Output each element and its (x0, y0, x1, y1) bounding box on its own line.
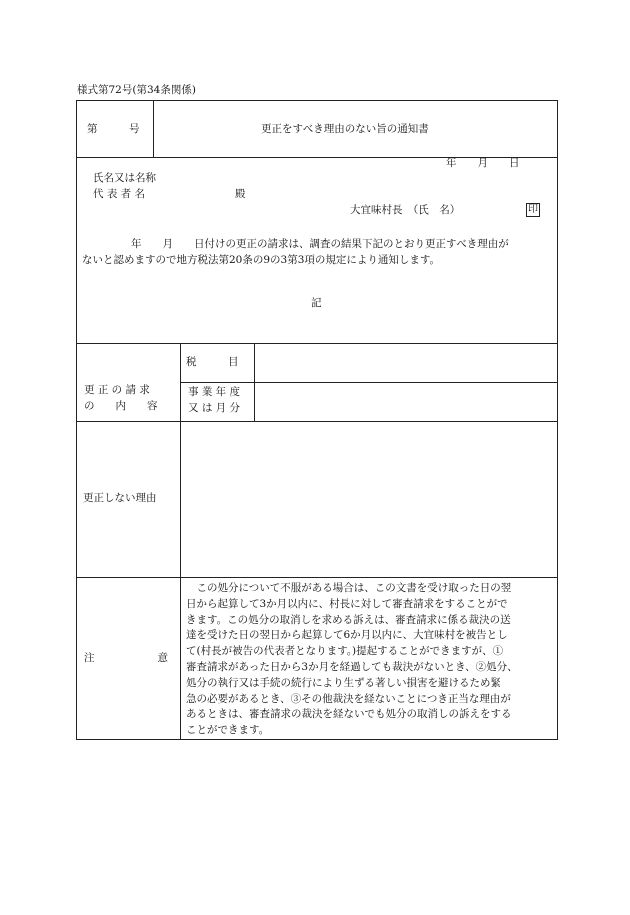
tax-item-label: 税 目 (186, 356, 239, 368)
request-inner-divider (180, 382, 558, 383)
reason-label: 更正しない理由 (83, 492, 157, 504)
caution-line: あるときは、審査請求の裁決を経ないでも処分の取消しの訴えをする (186, 708, 512, 721)
caution-line: 急の必要があるとき、③その他裁決を経ないことにつき正当な理由が (186, 692, 511, 705)
request-label-divider (180, 343, 181, 740)
issuer-name: 大宜味村長 （氏 名） (350, 204, 461, 216)
caution-line: 達を受けた日の翌日から起算して6か月以内に、大宜味村を被告とし (186, 629, 508, 642)
period-label-line-1: 事 業 年 度 (188, 386, 241, 398)
caution-text (186, 581, 518, 739)
honorific: 殿 (235, 188, 246, 200)
notice-body-line-1: 年 月 日付けの更正の請求は、調査の結果下記のとおり更正すべき理由が (131, 238, 509, 250)
caution-line: きます。この処分の取消しを求める訴えは、審査請求に係る裁決の送 (186, 613, 511, 626)
caution-label: 注 意 (84, 652, 168, 664)
request-section-top (76, 343, 558, 344)
document-number-label: 第 号 (87, 123, 140, 135)
caution-line: この処分について不服がある場合は、この文書を受け取った日の翌 (186, 582, 512, 594)
caution-line: 日から起算して3か月以内に、村長に対して審査請求をすることがで (186, 597, 508, 610)
request-section-bottom (76, 421, 558, 422)
reason-section-bottom (76, 577, 558, 578)
addressee-name-label: 氏名又は名称 (93, 172, 156, 184)
period-label-line-2: 又 は 月 分 (188, 402, 241, 414)
representative-name-label: 代 表 者 名 (93, 188, 146, 200)
notice-body-line-2: ないと認めますので地方税法第20条の9の3第3項の規定により通知します。 (82, 254, 441, 266)
header-column-divider (153, 100, 154, 157)
seal-stamp: 印 (528, 204, 538, 215)
form-number-label: 様式第72号(第34条関係) (77, 84, 196, 96)
request-content-label-line-2: の 内 容 (84, 400, 158, 412)
caution-line: 審査請求があった日から3か月を経過しても裁決がないとき、②処分、 (186, 660, 518, 673)
caution-line: ことができます。 (186, 724, 270, 737)
request-content-label-line-1: 更 正 の 請 求 (84, 384, 150, 396)
caution-line: 処分の執行又は手続の続行により生ずる著しい損害を避けるため緊 (186, 676, 501, 689)
document-title: 更正をすべき理由のない旨の通知書 (261, 123, 429, 135)
ki-label: 記 (311, 297, 322, 309)
caution-line: て(村長が被告の代表者となります。)提起することができますが、① (186, 645, 504, 658)
issue-date: 年 月 日 (446, 157, 520, 169)
